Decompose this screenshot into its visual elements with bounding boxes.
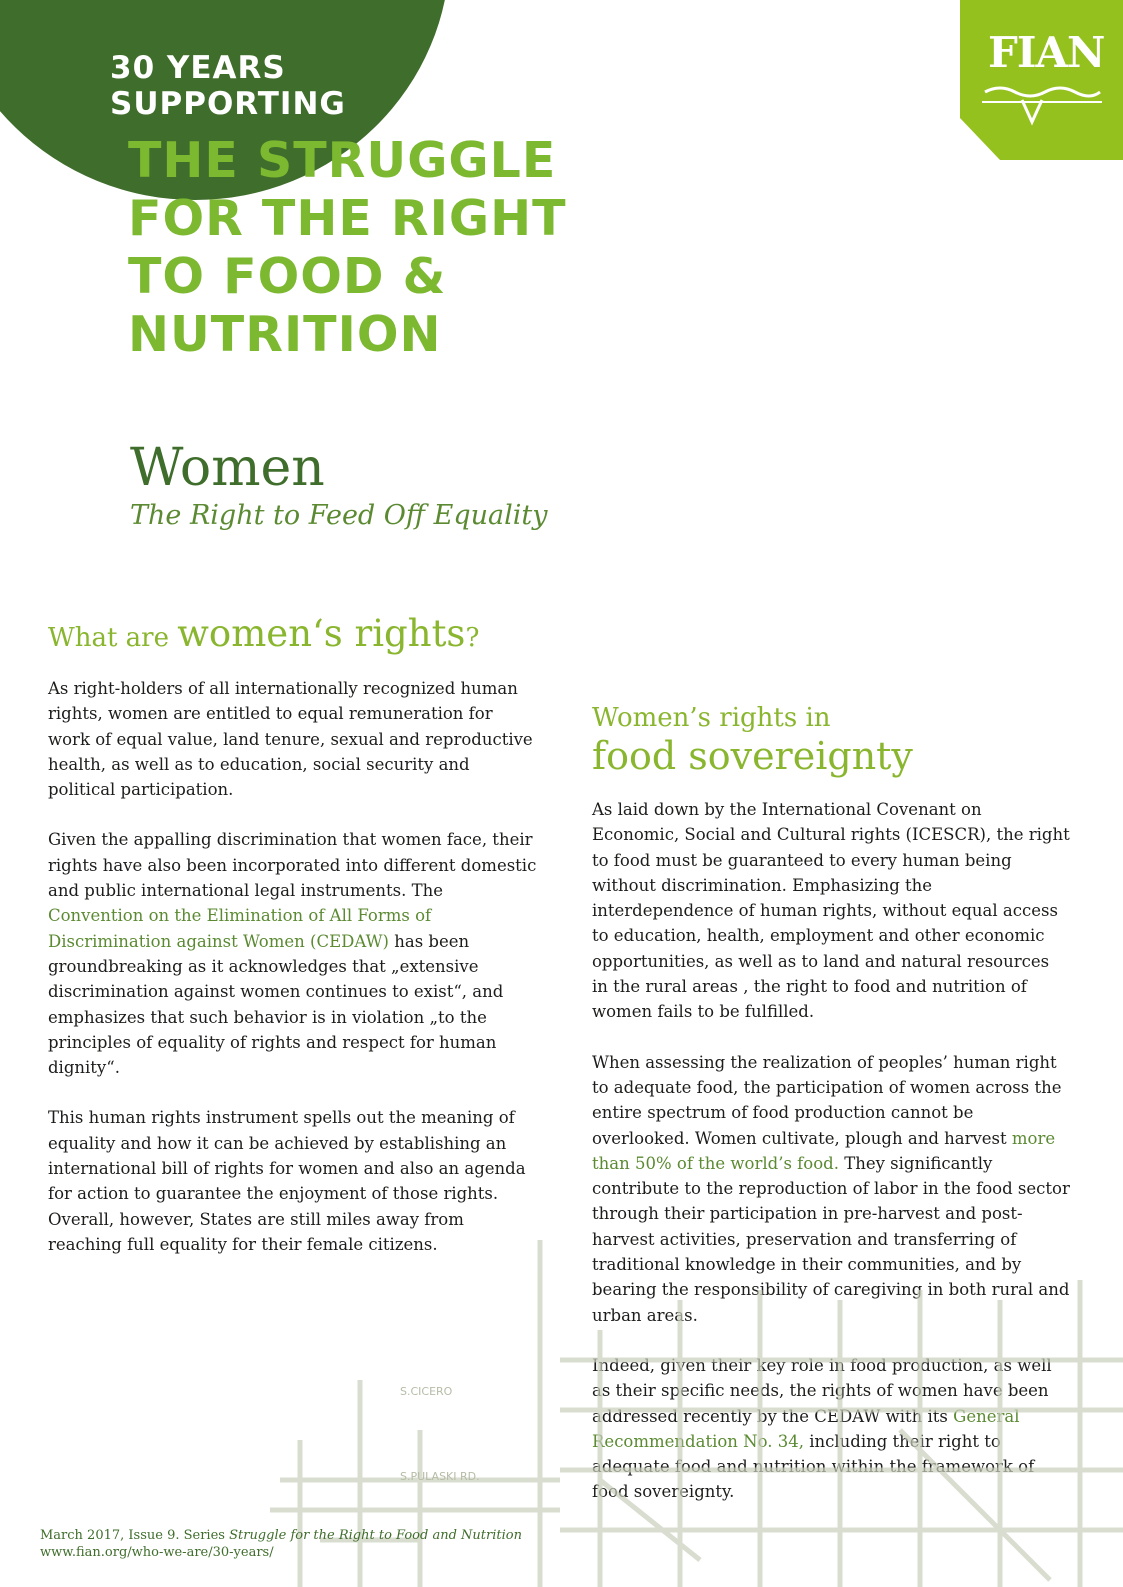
right-heading — [592, 702, 913, 778]
footer-issue — [40, 1527, 522, 1544]
left-p2-text-a: Given the appalling discrimination that women face, their rights have also been incorporated into different domestic and public international legal instruments. The — [48, 830, 537, 901]
left-heading-prefix: What are — [48, 623, 178, 653]
footer-url[interactable]: www.fian.org/who-we-are/30-years/ — [40, 1545, 274, 1560]
fian-logo-icon — [960, 0, 1123, 160]
footer-issue-text: March 2017, Issue 9. Series — [40, 1528, 230, 1543]
page-title: Women — [130, 438, 325, 498]
right-p3-text-b: including their right to adequate food and nutrition within the framework of food sovereignty. — [592, 1431, 1035, 1502]
years-line-1: 30 YEARS — [110, 50, 286, 86]
years-line-2: SUPPORTING — [110, 86, 346, 122]
left-p2-text-b: has been groundbreaking as it acknowledges that „extensive discrimination against women continues to exist“, and emphasizes that such behavior is in violation „to the principles of equality of rights and respect for human dignity“. — [48, 931, 504, 1078]
series-title — [128, 132, 567, 364]
right-heading-line-2: food sovereignty — [592, 734, 913, 778]
fian-logo[interactable] — [960, 0, 1123, 160]
world-food-link[interactable]: more than 50% of the world’s food. — [592, 1128, 1056, 1173]
cedaw-link[interactable]: Convention on the Elimination of All Forms of Discrimination against Women (CEDAW) — [48, 906, 432, 951]
footer-series-name: Struggle for the Right to Food and Nutrition — [229, 1528, 522, 1543]
logo-text: FIAN — [988, 28, 1105, 77]
page-subtitle: The Right to Feed Off Equality — [130, 500, 548, 531]
map-label-pulaski: S.PULASKI RD. — [400, 1470, 480, 1483]
right-p2-text-a: When assessing the realization of peoples’ human right to adequate food, the participation of women across the entire spectrum of food production cannot be overlooked. Women cultivate, plough and harvest — [592, 1052, 1062, 1148]
background-street-map — [0, 1180, 1123, 1587]
series-title-line-2: FOR THE RIGHT — [128, 190, 567, 247]
right-p3-text-a: Indeed, given their key role in food production, as well as their specific needs, the rights of women have been addressed recently by the CEDAW with its — [592, 1355, 1052, 1426]
right-p2-text-b: They significantly contribute to the reproduction of labor in the food sector through their participation in pre-harvest and post-harvest activities, preservation and transferring of traditional knowledge in their communities, and by bearing the responsibility of caregiving in both rural and urban areas. — [592, 1153, 1070, 1325]
right-heading-line-1: Women’s rights in — [592, 703, 831, 733]
series-title-line-1: THE STRUGGLE — [128, 132, 557, 189]
anniversary-label — [110, 50, 346, 122]
left-heading — [48, 612, 479, 655]
left-heading-tail: ? — [465, 623, 480, 653]
series-title-line-4: NUTRITION — [128, 306, 442, 363]
right-paragraph-1: As laid down by the International Covenant on Economic, Social and Cultural rights (ICESCR), the right to food must be guaranteed to every human being without discrimination. Emphasizing the interdependence of human rights, without equal access to education, health, employment and other economic opportunities, as well as to land and natural resources in the rural areas , the right to food and nutrition of women fails to be fulfilled. — [592, 800, 1070, 1022]
footer — [40, 1527, 522, 1561]
left-paragraph-2 — [48, 827, 538, 1080]
left-paragraph-1: As right-holders of all internationally recognized human rights, women are entitled to equal remuneration for work of equal value, land tenure, sexual and reproductive health, as well as to education, social security and political participation. — [48, 679, 533, 800]
left-paragraph-3: This human rights instrument spells out the meaning of equality and how it can be achieved by establishing an international bill of rights for women and also an agenda for action to guarantee the enjoyment of those rights. Overall, however, States are still miles away from reaching full equality for their female citizens. — [48, 1108, 526, 1254]
map-label-cicero: S.CICERO — [400, 1385, 453, 1398]
general-recommendation-link[interactable]: General Recommendation No. 34, — [592, 1406, 1020, 1451]
left-heading-main: women‘s rights — [177, 612, 466, 655]
series-title-line-3: TO FOOD & — [128, 248, 447, 305]
